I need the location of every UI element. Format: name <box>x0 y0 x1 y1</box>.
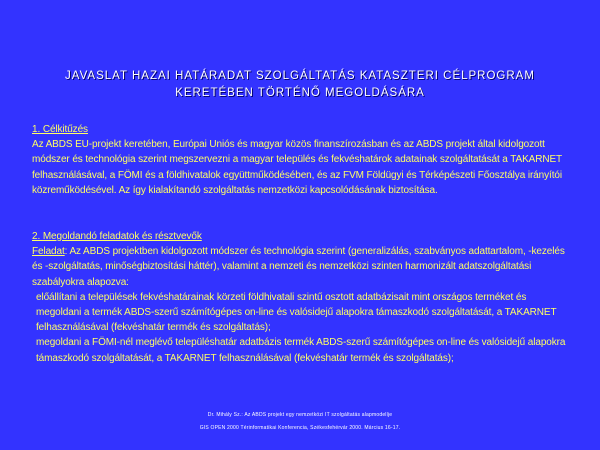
task-item-1: előállítani a települések fekvéshatárainak körzeti földhivatali szintű osztott adatbázisait mint országos terméket és megoldani a termék ABDS-szerű számítógépes on-line és valósidejű alapokra támaszkodó szolgáltatását, a TAKARNET felhasználásával (fekvéshatár termék és szolgáltatás); <box>36 291 557 334</box>
task-body: : Az ABDS projektben kidolgozott módszer és technológia szerint (generalizálás, szabványos adattartalom, -kezelés és -szolgáltatás, minőségbiztosítási háttér), valamint a nemzeti és nemzetközi szinten harmonizált adatszolgáltatási szabályokra alapozva: <box>32 246 565 288</box>
slide-title <box>20 68 580 102</box>
footer-line-1: Dr. Mihály Sz.: Az ABDS projekt egy nemzetközi IT szolgáltatás alapmodellje <box>207 412 393 418</box>
section-goal-heading: 1. Célkitűzés <box>32 124 88 135</box>
section-tasks <box>32 229 568 366</box>
slide-footer <box>20 409 580 435</box>
title-line-1: JAVASLAT HAZAI HATÁRADAT SZOLGÁLTATÁS KATASZTERI CÉLPROGRAM <box>65 70 535 82</box>
footer-line-2: GIS OPEN 2000 Térinformatikai Konferencia, Székesfehérvár 2000. Március 16-17. <box>199 425 401 431</box>
section-tasks-heading: 2. Megoldandó feladatok és résztvevők <box>32 231 202 242</box>
task-label: Feladat <box>32 246 65 258</box>
section-tasks-intro <box>32 244 568 290</box>
task-item-2: megoldani a FÖMI-nél meglévő településhatár adatbázis termék ABDS-szerű számítógépes on-line és valósidejű alapokra támaszkodó szolgáltatását, a TAKARNET felhasználásával (fekvéshatár termék és szolgáltatás); <box>36 337 566 364</box>
section-goal <box>32 122 568 198</box>
title-line-2: KERETÉBEN TÖRTÉNŐ MEGOLDÁSÁRA <box>175 87 425 99</box>
section-goal-body: Az ABDS EU-projekt keretében, Európai Uniós és magyar közös finanszírozásban és az ABDS projekt által kidolgozott módszer és technológia szerint megszervezni a magyar település és fekvéshatárok adatainak szolgáltatását a TAKARNET felhasználásával, a FÖMI és a földhivatalok együttműködésében, és az FVM Földügyi és Térképészeti Főosztálya irányítói közreműködésével. Az így kialakítandó szolgáltatás nemzetközi kapcsolódásának biztosítása. <box>32 139 562 196</box>
